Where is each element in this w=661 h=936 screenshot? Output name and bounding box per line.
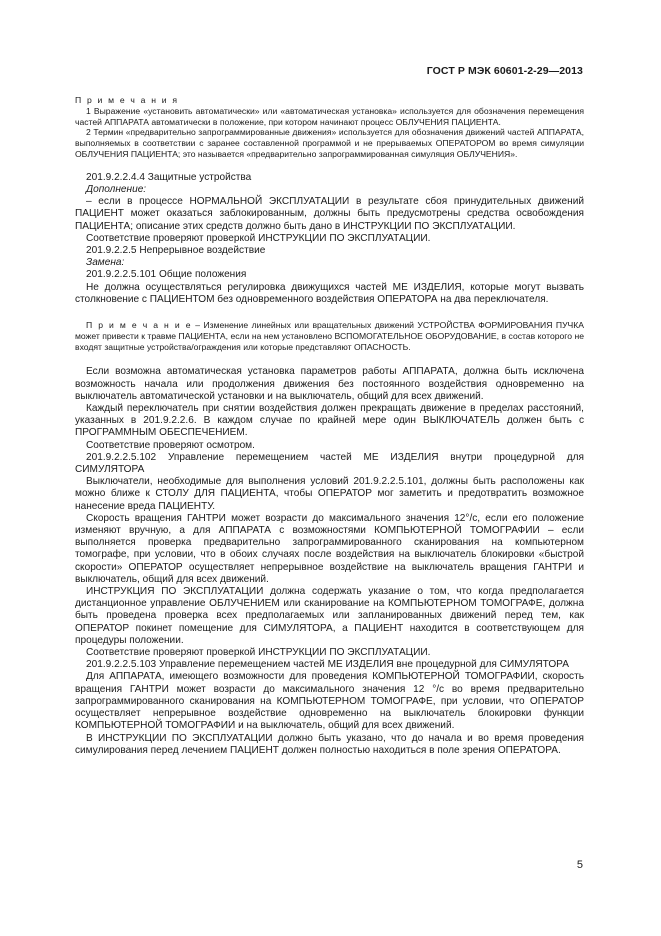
paragraph: Если возможна автоматическая установка параметров работы АППАРАТА, должна быть исключена возможность начала или продолжения движения без постоянного воздействия одновременно на выключатель автоматической установки и на выключатель, общий для всех движений. [75,366,584,402]
paragraph: ИНСТРУКЦИЯ ПО ЭКСПЛУАТАЦИИ должна содержать указание о том, что когда предполагается дистанционное управление ОБЛУЧЕНИЕМ или сканирование на КОМПЬЮТЕРНОМ ТОМОГРАФЕ, должна быть проведена проверка всех предполагаемых или запланированных движений перед тем, как ОПЕРАТОР покинет помещение для СИМУЛЯТОРА, а ПАЦИЕНТ находится в соответствующем для процедуры положении. [75,586,584,646]
note-1: 1 Выражение «установить автоматически» или «автоматическая установка» используется для обозначения перемещения частей АППАРАТА автоматически в положение, при котором начинают процесс ОБЛУЧЕНИЯ ПАЦИЕНТА. [75,105,584,127]
compliance-check: Соответствие проверяют проверкой ИНСТРУКЦИИ ПО ЭКСПЛУАТАЦИИ. [86,647,431,659]
section-protective-devices [75,172,584,306]
body-text [75,366,584,757]
note-block [75,320,584,352]
note-2: 2 Термин «предварительно запрограммированные движения» используется для обозначения движений частей АППАРАТА, выполняемых в соответствии с заранее составленной программой и не прерываемых ОПЕРАТОРОМ во время симуляции ОБЛУЧЕНИЯ ПАЦИЕНТА; это называется «предварительно запрограммированная симуляция ОБЛУЧЕНИЯ». [75,127,584,159]
paragraph: Выключатели, необходимые для выполнения условий 201.9.2.2.5.101, должны быть расположены как можно ближе к СТОЛУ ДЛЯ ПАЦИЕНТА, чтобы ОПЕРАТОР мог заметить и предотвратить возможное нанесение вреда ПАЦИЕНТУ. [75,476,584,512]
addition-label: Дополнение: [86,183,147,195]
paragraph: Скорость вращения ГАНТРИ может возрасти до максимального значения 12°/c, если его положение изменяют вручную, а для АППАРАТА с возможностями КОМПЬЮТЕРНОЙ ТОМОГРАФИИ – если выполняется проверка предварительно запрограммированного сканирования на компьютерном томографе, при условии, что в обоих случаях после воздействия на выключатель блокировки «быстрой скорости» ОПЕРАТОР осуществляет непрерывное воздействие на выключатель вращения ГАНТРИ и выключатель, общий для всех движений. [75,512,584,585]
section-title: 201.9.2.2.5 Непрерывное воздействие [86,245,266,256]
subsection-title: 201.9.2.2.5.103 Управление перемещением частей МЕ ИЗДЕЛИЯ вне процедурной для СИМУЛЯТОРА [86,659,569,671]
page-content [75,95,584,757]
note-text: – Изменение линейных или вращательных движений УСТРОЙСТВА ФОРМИРОВАНИЯ ПУЧКА может привести к травме ПАЦИЕНТА, если на нем установлено ВСПОМОГАТЕЛЬНОЕ ОБОРУДОВАНИЕ, в состав которого не входят защитные устройства/ограждения или которые представляют ОПАСНОСТЬ. [75,320,584,352]
subsection-title: 201.9.2.2.5.101 Общие положения [86,269,247,281]
page-number: 5 [576,859,583,871]
notes-block [75,95,584,160]
notes-heading: П р и м е ч а н и я [75,95,179,105]
paragraph: Не должна осуществляться регулировка движущихся частей МЕ ИЗДЕЛИЯ, которые могут вызвать столкновение с ПАЦИЕНТОМ без одновременного воздействия ОПЕРАТОРА на два переключателя. [75,281,584,305]
paragraph: Для АППАРАТА, имеющего возможности для проведения КОМПЬЮТЕРНОЙ ТОМОГРАФИИ, скорость вращения ГАНТРИ может возрасти до максимального значения 12 °/с во время предварительно запрограммированного сканирования на КОМПЬЮТЕРНОМ ТОМОГРАФЕ, при условии, что ОПЕРАТОР осуществляет непрерывное воздействие одновременно на выключатель блокировки функции КОМПЬЮТЕРНОЙ ТОМОГРАФИИ и на выключатель, общий для всех движений. [75,671,584,732]
compliance-check: Соответствие проверяют проверкой ИНСТРУКЦИИ ПО ЭКСПЛУАТАЦИИ. [86,232,431,244]
standard-header: ГОСТ Р МЭК 60601-2-29—2013 [426,65,583,77]
note-label: П р и м е ч а н и е [86,320,192,331]
replacement-label: Замена: [86,257,125,269]
paragraph: В ИНСТРУКЦИИ ПО ЭКСПЛУАТАЦИИ должно быть указано, что до начала и во время проведения симулирования перед лечением ПАЦИЕНТ должен полностью находиться в поле зрения ОПЕРАТОРА. [75,732,584,756]
subsection-title: 201.9.2.2.5.102 Управление перемещением частей МЕ ИЗДЕЛИЯ внутри процедурной для СИМУЛЯТОРА [75,451,584,476]
list-item: – если в процессе НОРМАЛЬНОЙ ЭКСПЛУАТАЦИИ в результате сбоя принудительных движений ПАЦИЕНТ может оказаться заблокированным, должны быть предусмотрены средства освобождения ПАЦИЕНТА; описание этих средств должно быть дано в ИНСТРУКЦИИ ПО ЭКСПЛУАТАЦИИ. [75,196,584,232]
section-title: 201.9.2.2.4.4 Защитные устройства [86,171,252,183]
compliance-check: Соответствие проверяют осмотром. [86,439,255,451]
paragraph: Каждый переключатель при снятии воздействия должен прекращать движение в пределах расстояний, указанных в 201.9.2.2.6. В каждом случае по крайней мере один ВЫКЛЮЧАТЕЛЬ должен быть с ПРОГРАММНЫМ ОБЕСПЕЧЕНИЕМ. [75,403,584,439]
